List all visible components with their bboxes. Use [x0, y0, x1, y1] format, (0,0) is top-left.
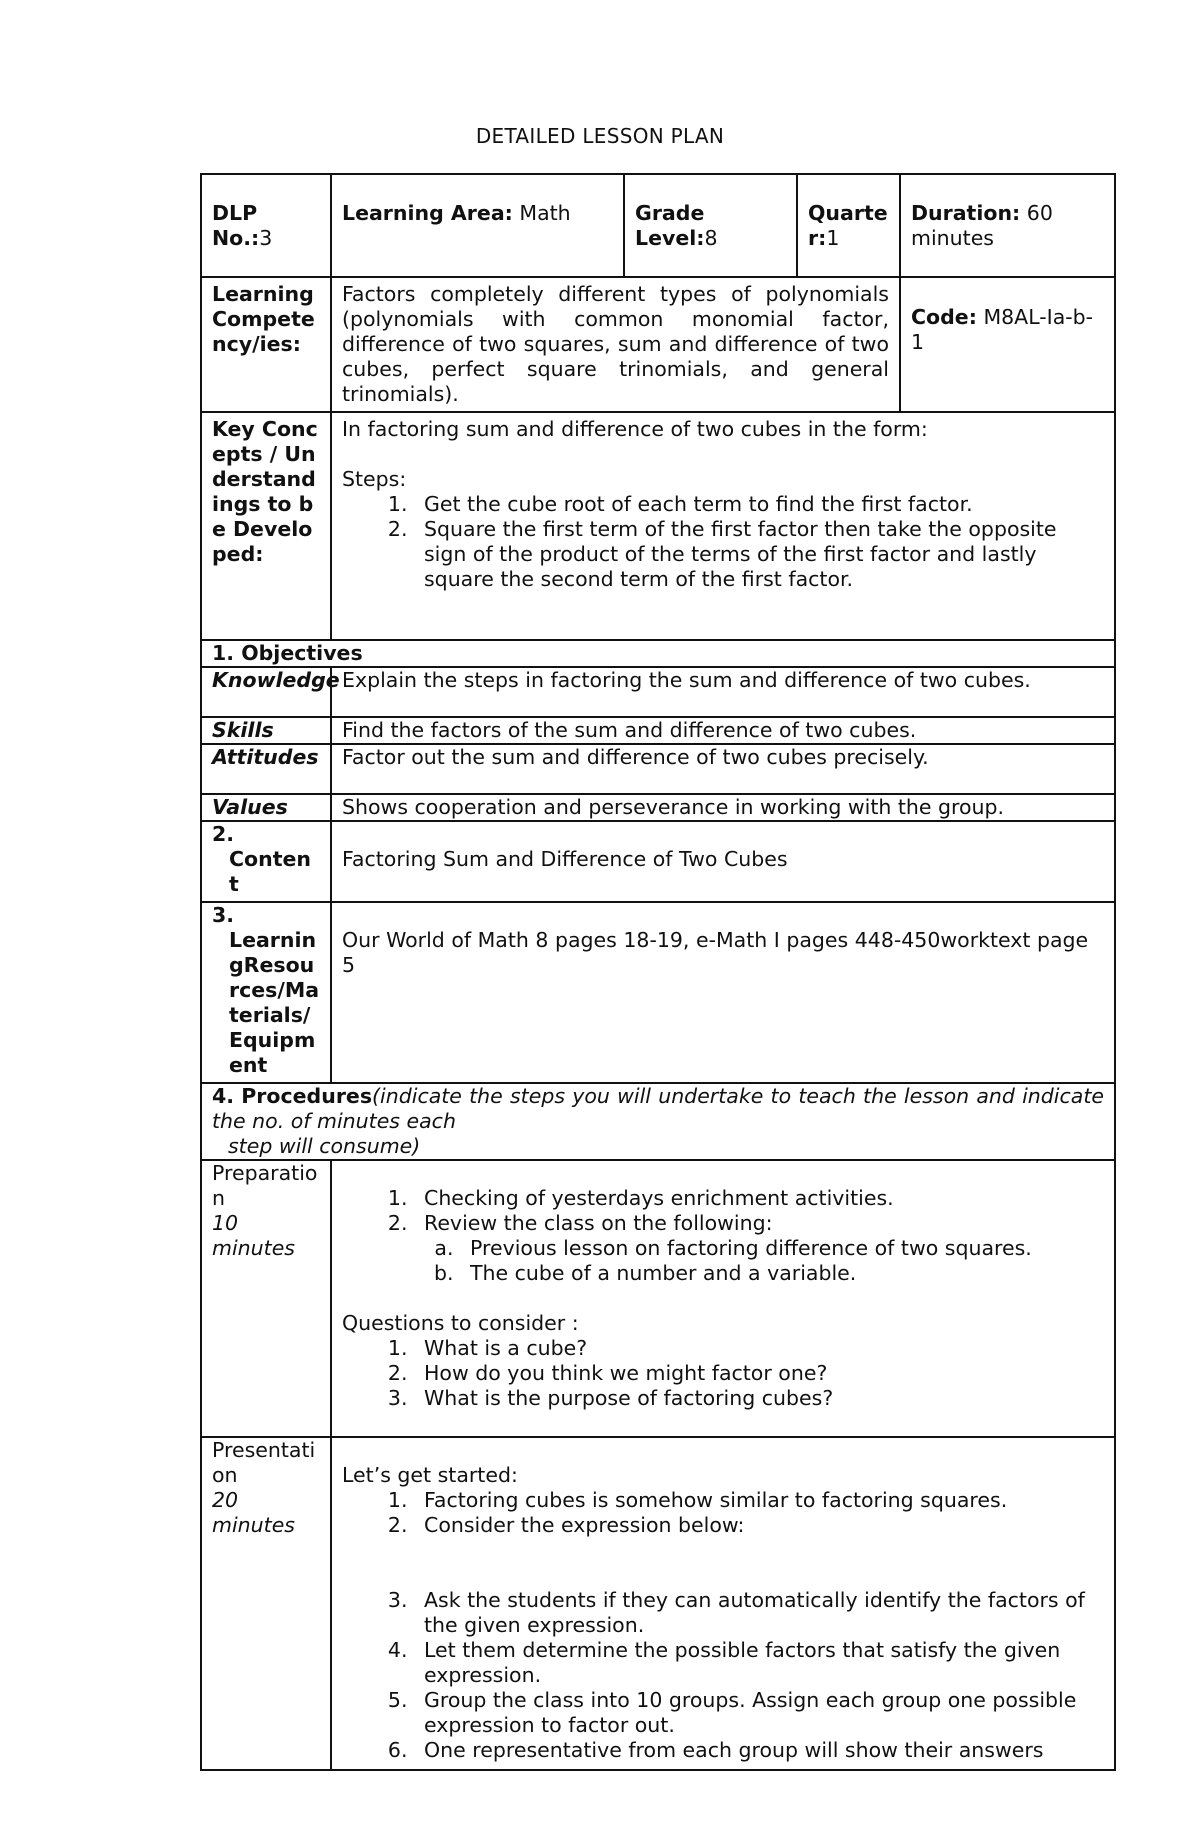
duration-value: 60 minutes: [911, 201, 1053, 250]
duration-label: Duration:: [911, 201, 1021, 225]
grade-level-label: Grade Level:: [635, 201, 705, 250]
presentation-item: 5. Group the class into 10 groups. Assign each group one possible expression to factor out.: [414, 1688, 1104, 1738]
presentation-minutes: 20 minutes: [212, 1488, 295, 1537]
quarter-label: Quarter:: [808, 201, 888, 250]
objective-text-values: Shows cooperation and perseverance in working with the group.: [331, 794, 1115, 821]
questions-label: Questions to consider :: [342, 1311, 579, 1335]
preparation-list: [342, 1186, 1104, 1286]
procedures-label: Procedures: [241, 1084, 373, 1108]
step-item: 2. Square the first term of the first factor then take the opposite sign of the product of the terms of the first factor and lastly square the second term of the first factor.: [414, 517, 1104, 592]
question-item: 3. What is the purpose of factoring cubes?: [414, 1386, 1104, 1411]
objective-label-skills: Skills: [201, 717, 331, 744]
question-item: 1. What is a cube?: [414, 1336, 1104, 1361]
resources-text: Our World of Math 8 pages 18-19, e-Math I pages 448-450worktext page 5: [331, 902, 1115, 1083]
objective-row-values: [201, 794, 1115, 821]
objective-row-knowledge: [201, 667, 1115, 717]
objective-text-attitudes: Factor out the sum and difference of two cubes precisely.: [331, 744, 1115, 794]
step-item: 1. Get the cube root of each term to find the first factor.: [414, 492, 1104, 517]
preparation-minutes: 10 minutes: [212, 1211, 295, 1260]
procedures-note: (indicate the steps you will undertake to teach the lesson and indicate the no. of minutes each: [212, 1084, 1104, 1133]
objective-text-skills: Find the factors of the sum and difference of two cubes.: [331, 717, 1115, 744]
review-sublist: [424, 1236, 1104, 1286]
dlp-value: 3: [259, 226, 273, 250]
objective-text-knowledge: Explain the steps in factoring the sum and difference of two cubes.: [331, 667, 1115, 717]
content-label: Content: [229, 847, 312, 896]
objectives-header: 1. Objectives: [201, 640, 1115, 667]
quarter-value: 1: [826, 226, 840, 250]
page-title: DETAILED LESSON PLAN: [475, 124, 725, 148]
review-subitem: a. Previous lesson on factoring difference of two squares.: [460, 1236, 1104, 1261]
dlp-label: DLP No.:: [212, 201, 260, 250]
key-concepts-intro: In factoring sum and difference of two cubes in the form:: [342, 417, 928, 441]
learning-area-label: Learning Area:: [342, 201, 513, 225]
objective-row-attitudes: [201, 744, 1115, 794]
procedures-row: [201, 1083, 1115, 1160]
resources-row: [201, 902, 1115, 1083]
competencies-label: Learning Competency/ies:: [201, 277, 331, 412]
preparation-item: 2. Review the class on the following: a. Previous lesson on factoring difference of two squares. b. The cube of a number and a variable.: [414, 1211, 1104, 1286]
presentation-label: Presentation: [212, 1438, 316, 1487]
key-concepts-label: Key Concepts / Understandings to be Developed:: [201, 412, 331, 640]
code-value: M8AL-Ia-b-1: [911, 305, 1094, 354]
learning-area-value: Math: [512, 201, 571, 225]
presentation-list-b: [342, 1588, 1104, 1763]
presentation-intro: Let’s get started:: [342, 1463, 518, 1487]
content-text: Factoring Sum and Difference of Two Cubes: [331, 821, 1115, 902]
lesson-plan-table: [200, 173, 1116, 1771]
objective-row-skills: [201, 717, 1115, 744]
resources-label: LearningResources/Materials/Equipment: [229, 928, 320, 1077]
questions-list: [342, 1336, 1104, 1411]
competencies-row: [201, 277, 1115, 412]
competencies-text: Factors completely different types of polynomials (polynomials with common monomial factor, difference of two squares, sum and difference of two cubes, perfect square trinomials, and general trinomials).: [331, 277, 900, 412]
grade-level-value: 8: [704, 226, 718, 250]
presentation-item: 6. One representative from each group will show their answers: [414, 1738, 1104, 1763]
preparation-row: [201, 1160, 1115, 1437]
procedures-note-2: step will consume): [228, 1134, 421, 1158]
header-row: [201, 174, 1115, 277]
presentation-item: 3. Ask the students if they can automatically identify the factors of the given expression.: [414, 1588, 1104, 1638]
key-concepts-row: [201, 412, 1115, 640]
review-subitem: b. The cube of a number and a variable.: [460, 1261, 1104, 1286]
code-label: Code:: [911, 305, 977, 329]
resources-num: 3.: [212, 903, 235, 927]
objective-label-values: Values: [201, 794, 331, 821]
objective-label-attitudes: Attitudes: [201, 744, 331, 794]
objectives-header-row: [201, 640, 1115, 667]
steps-list: [342, 492, 1104, 592]
steps-label: Steps:: [342, 467, 407, 491]
presentation-item: 2. Consider the expression below:: [414, 1513, 1104, 1538]
procedures-num: 4.: [212, 1084, 235, 1108]
objective-label-knowledge: Knowledge: [201, 667, 331, 717]
presentation-list-a: [342, 1488, 1104, 1538]
presentation-row: [201, 1437, 1115, 1770]
content-num: 2.: [212, 822, 235, 846]
presentation-item: 1. Factoring cubes is somehow similar to factoring squares.: [414, 1488, 1104, 1513]
presentation-item: 4. Let them determine the possible factors that satisfy the given expression.: [414, 1638, 1104, 1688]
preparation-label: Preparation: [212, 1161, 318, 1210]
preparation-item: 1. Checking of yesterdays enrichment activities.: [414, 1186, 1104, 1211]
question-item: 2. How do you think we might factor one?: [414, 1361, 1104, 1386]
content-row: [201, 821, 1115, 902]
